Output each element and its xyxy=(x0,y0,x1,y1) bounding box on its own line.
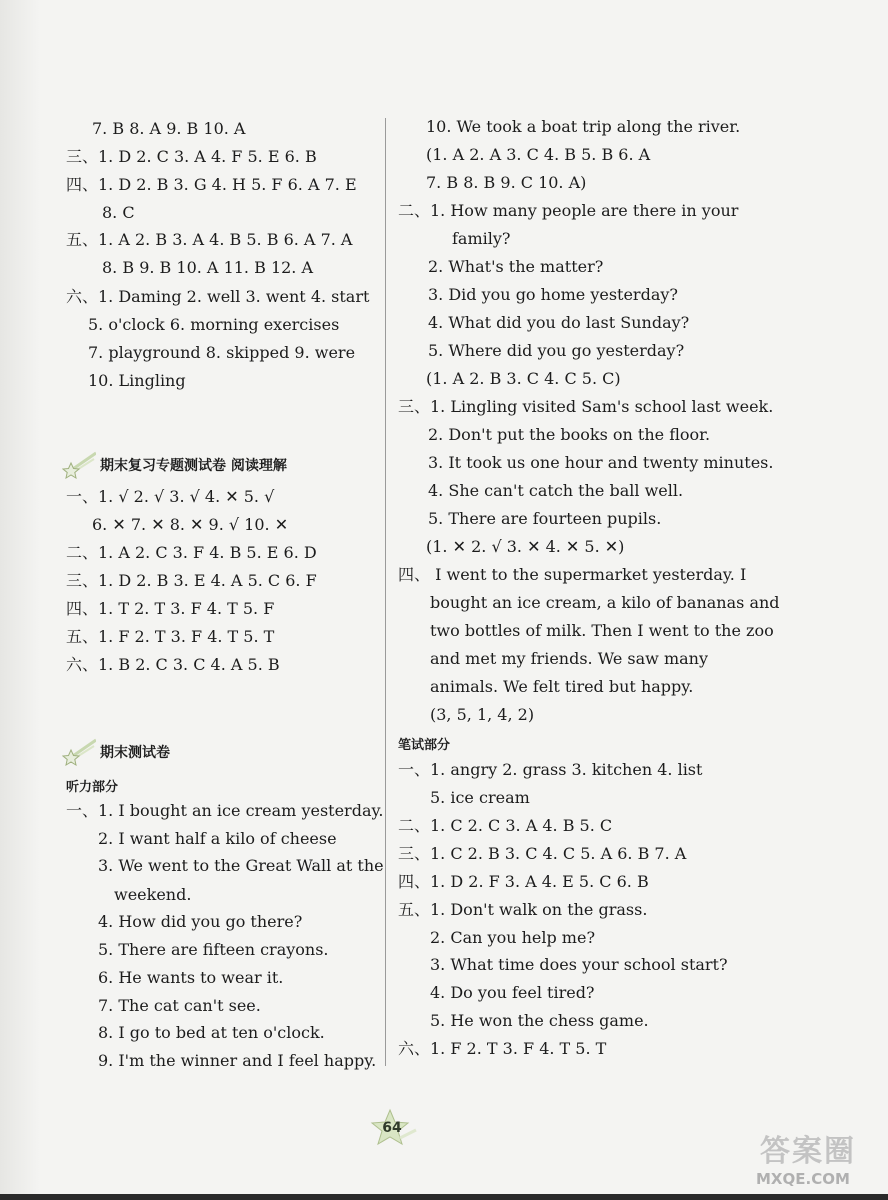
answer-line: 4. How did you go there? xyxy=(98,912,303,931)
section-title-text: 期末测试卷 xyxy=(100,745,170,761)
answer-line: 7. B 8. B 9. C 10. A) xyxy=(426,173,587,192)
answer-line: (1. A 2. B 3. C 4. C 5. C) xyxy=(426,369,621,388)
written-label: 笔试部分 xyxy=(398,738,451,753)
answer-line: 三、1. C 2. B 3. C 4. C 5. A 6. B 7. A xyxy=(398,844,687,863)
answer-line: family? xyxy=(452,229,511,248)
answer-line: 10. Lingling xyxy=(88,371,186,390)
answer-line: 二、1. C 2. C 3. A 4. B 5. C xyxy=(398,816,613,835)
answer-line: 2. Don't put the books on the floor. xyxy=(428,425,711,444)
answer-line: (1. A 2. A 3. C 4. B 5. B 6. A xyxy=(426,145,651,164)
answer-line: 3. Did you go home yesterday? xyxy=(428,285,678,304)
answer-line: 7. B 8. A 9. B 10. A xyxy=(92,119,246,138)
answer-line: 8. I go to bed at ten o'clock. xyxy=(98,1023,325,1042)
answer-line: 4. What did you do last Sunday? xyxy=(428,313,690,332)
answer-line: animals. We felt tired but happy. xyxy=(430,677,694,696)
answer-line: 8. C xyxy=(102,203,135,222)
answer-line: and met my friends. We saw many xyxy=(430,649,708,668)
answer-line: 3. What time does your school start? xyxy=(430,955,728,974)
page-shadow xyxy=(0,0,40,1200)
answer-line: 五、1. Don't walk on the grass. xyxy=(398,900,648,919)
answer-line: 一、1. I bought an ice cream yesterday. xyxy=(66,801,384,820)
section-title-final-test xyxy=(62,740,170,764)
answer-line: (3, 5, 1, 4, 2) xyxy=(430,705,535,724)
answer-line: (1. ✕ 2. √ 3. ✕ 4. ✕ 5. ✕) xyxy=(426,537,625,556)
answer-line: 六、1. B 2. C 3. C 4. A 5. B xyxy=(66,655,280,674)
answer-line: 5. Where did you go yesterday? xyxy=(428,341,685,360)
answer-line: 四、 I went to the supermarket yesterday. I xyxy=(398,565,747,584)
answer-line: 三、1. D 2. C 3. A 4. F 5. E 6. B xyxy=(66,147,317,166)
answer-line: 五、1. F 2. T 3. F 4. T 5. T xyxy=(66,627,275,646)
answer-line: 2. What's the matter? xyxy=(428,257,604,276)
answer-line: two bottles of milk. Then I went to the zoo xyxy=(430,621,774,640)
answer-line: 一、1. √ 2. √ 3. √ 4. ✕ 5. √ xyxy=(66,487,275,506)
answer-line: 五、1. A 2. B 3. A 4. B 5. B 6. A 7. A xyxy=(66,230,353,249)
answer-line: 二、1. How many people are there in your xyxy=(398,201,739,220)
answer-line: 4. Do you feel tired? xyxy=(430,983,595,1002)
shooting-star-icon xyxy=(62,451,96,479)
page-number: 64 xyxy=(382,1120,402,1136)
answer-line: 4. She can't catch the ball well. xyxy=(428,481,684,500)
section-title-text: 期末复习专题测试卷 阅读理解 xyxy=(100,458,287,474)
shooting-star-icon xyxy=(62,738,96,766)
answer-line: 7. The cat can't see. xyxy=(98,996,261,1015)
answer-line: 2. I want half a kilo of cheese xyxy=(98,829,337,848)
watermark xyxy=(752,1126,884,1190)
answer-line: 三、1. Lingling visited Sam's school last week. xyxy=(398,397,774,416)
listening-label: 听力部分 xyxy=(66,780,119,795)
answer-line: 四、1. D 2. B 3. G 4. H 5. F 6. A 7. E xyxy=(66,175,357,194)
answer-line: 5. There are fifteen crayons. xyxy=(98,940,329,959)
answer-line: 四、1. D 2. F 3. A 4. E 5. C 6. B xyxy=(398,872,649,891)
answer-line: 10. We took a boat trip along the river. xyxy=(426,117,741,136)
answer-line: 2. Can you help me? xyxy=(430,928,596,947)
answer-line: 9. I'm the winner and I feel happy. xyxy=(98,1051,377,1070)
answer-line: bought an ice cream, a kilo of bananas and xyxy=(430,593,780,612)
answer-line: 6. He wants to wear it. xyxy=(98,968,284,987)
answer-line: 5. There are fourteen pupils. xyxy=(428,509,662,528)
section-title-reading xyxy=(62,453,287,477)
answer-line: 六、1. Daming 2. well 3. went 4. start xyxy=(66,287,370,306)
answer-line: 6. ✕ 7. ✕ 8. ✕ 9. √ 10. ✕ xyxy=(92,515,289,534)
answer-line: 四、1. T 2. T 3. F 4. T 5. F xyxy=(66,599,275,618)
answer-line: 7. playground 8. skipped 9. were xyxy=(88,343,356,362)
answer-line: 3. It took us one hour and twenty minutes. xyxy=(428,453,774,472)
answer-line: 三、1. D 2. B 3. E 4. A 5. C 6. F xyxy=(66,571,317,590)
answer-line: 5. ice cream xyxy=(430,788,530,807)
answer-line: 六、1. F 2. T 3. F 4. T 5. T xyxy=(398,1039,607,1058)
answer-line: 二、1. A 2. C 3. F 4. B 5. E 6. D xyxy=(66,543,317,562)
column-divider xyxy=(385,118,386,1066)
watermark-url: MXQE.COM xyxy=(756,1170,850,1188)
answer-line: 5. o'clock 6. morning exercises xyxy=(88,315,340,334)
page-number-badge xyxy=(366,1108,418,1148)
watermark-logo: 答案圈 xyxy=(760,1134,856,1169)
answer-line: 5. He won the chess game. xyxy=(430,1011,649,1030)
answer-line: 3. We went to the Great Wall at the xyxy=(98,856,384,875)
page-bottom-edge xyxy=(0,1194,888,1200)
answer-line: weekend. xyxy=(114,885,192,904)
answer-line: 8. B 9. B 10. A 11. B 12. A xyxy=(102,258,314,277)
answer-line: 一、1. angry 2. grass 3. kitchen 4. list xyxy=(398,760,703,779)
